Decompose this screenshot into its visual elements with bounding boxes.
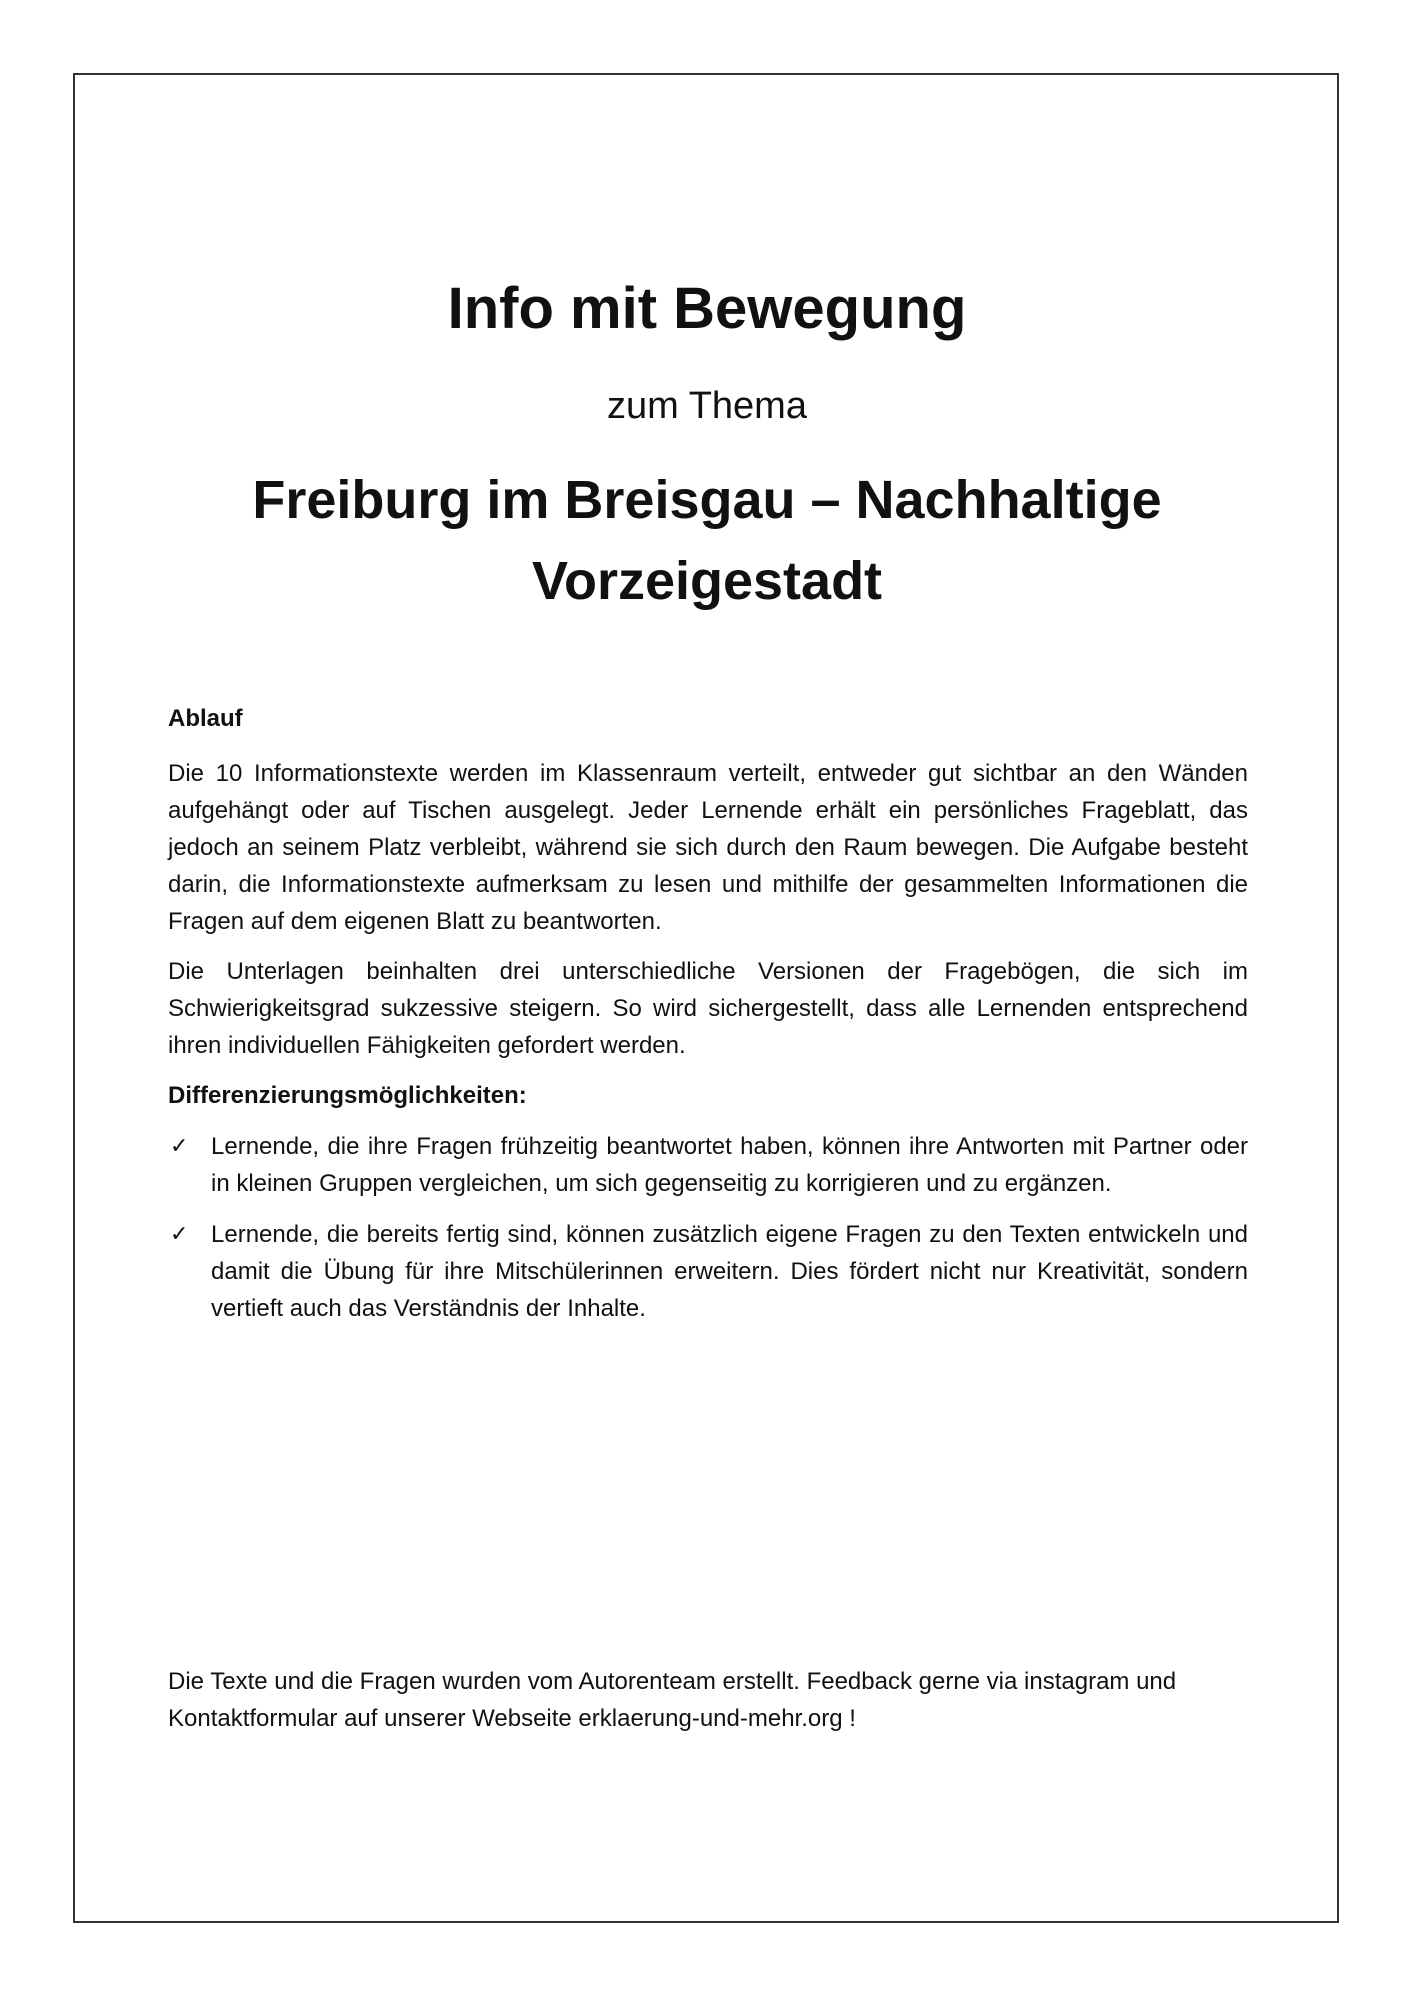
section-heading-ablauf: Ablauf [168, 705, 243, 732]
main-content [168, 700, 1248, 1341]
list-item [168, 1128, 1248, 1202]
footer-note: Die Texte und die Fragen wurden vom Autorenteam erstellt. Feedback gerne via instagram und Kontaktformular auf unserer Webseite erklaerung-und-mehr.org ! [168, 1668, 1177, 1732]
topic-title: Freiburg im Breisgau – Nachhaltige Vorzeigestadt [252, 470, 1162, 611]
differenzierung-list [168, 1128, 1248, 1327]
list-item-text: Lernende, die ihre Fragen frühzeitig beantwortet haben, können ihre Antworten mit Partner oder in kleinen Gruppen vergleichen, um sich gegenseitig zu korrigieren und zu ergänzen. [211, 1133, 1248, 1197]
check-mark-icon: ✓ [170, 1222, 189, 1247]
check-mark-icon: ✓ [170, 1134, 189, 1159]
list-item [168, 1216, 1248, 1327]
page-subtitle: zum Thema [607, 385, 807, 427]
ablauf-paragraph: Die Unterlagen beinhalten drei unterschiedliche Versionen der Fragebögen, die sich im Schwierigkeitsgrad sukzessive steigern. So wird sichergestellt, dass alle Lernenden entsprechend ihren individuellen Fähigkeiten gefordert werden. [168, 958, 1248, 1059]
page-title: Info mit Bewegung [447, 276, 967, 341]
section-heading-differenzierung: Differenzierungsmöglichkeiten: [168, 1082, 527, 1109]
list-item-text: Lernende, die bereits fertig sind, können zusätzlich eigene Fragen zu den Texten entwickeln und damit die Übung für ihre Mitschülerinnen erweitern. Dies fördert nicht nur Kreativität, sondern vertieft auch das Verständnis der Inhalte. [211, 1221, 1248, 1322]
ablauf-paragraph: Die 10 Informationstexte werden im Klassenraum verteilt, entweder gut sichtbar an den Wänden aufgehängt oder auf Tischen ausgelegt. Jeder Lernende erhält ein persönliches Frageblatt, das jedoch an seinem Platz verbleibt, während sie sich durch den Raum bewegen. Die Aufgabe besteht darin, die Informationstexte aufmerksam zu lesen und mithilfe der gesammelten Informationen die Fragen auf dem eigenen Blatt zu beantworten. [168, 760, 1248, 935]
